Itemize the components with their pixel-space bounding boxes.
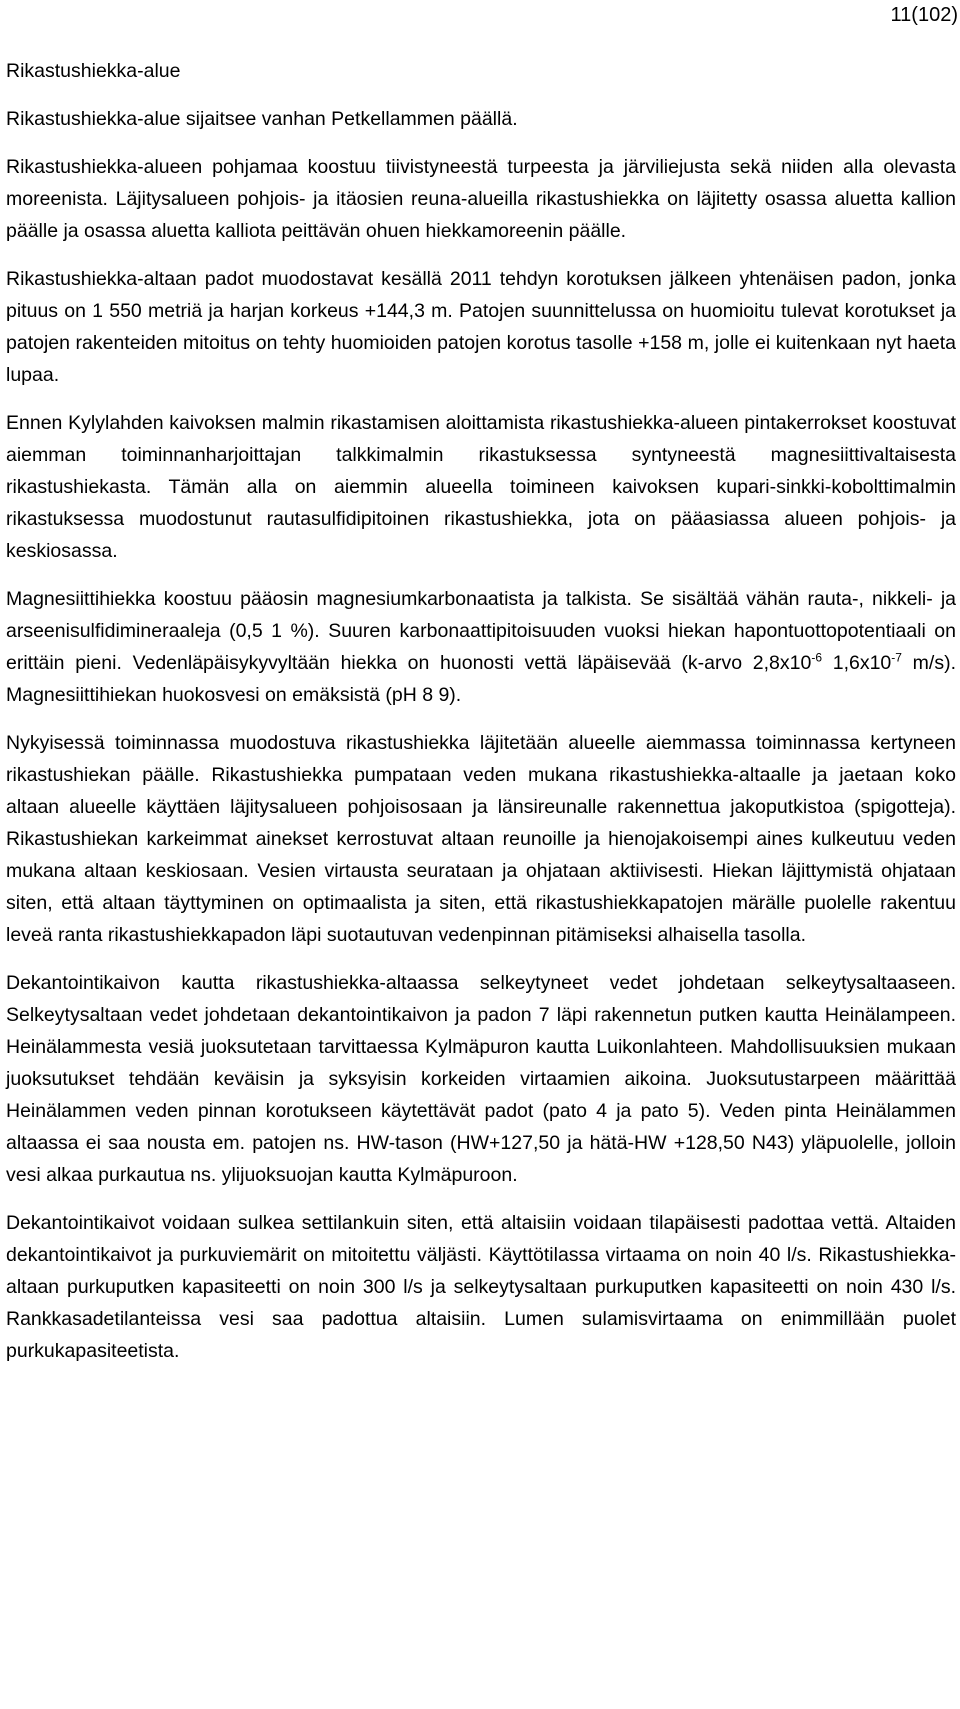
exponent-2: -7 (891, 650, 902, 665)
paragraph-tailings-history: Ennen Kylylahden kaivoksen malmin rikastamisen aloittamista rikastushiekka-alueen pintakerrokset koostuvat aiemman toiminnanharjoittajan talkkimalmin rikastuksessa syntyneestä magnesiittivaltaisesta rikastushiekasta. Tämän alla on aiemmin alueella toimineen kaivoksen kupari-sinkki-kobolttimalmin rikastuksessa muodostunut rautasulfidipitoinen rikastushiekka, jota on pääasiassa alueen pohjois- ja keskiosassa. (6, 412, 956, 562)
paragraph-dams: Rikastushiekka-altaan padot muodostavat kesällä 2011 tehdyn korotuksen jälkeen yhtenäisen padon, jonka pituus on 1 550 metriä ja harjan korkeus +144,3 m. Patojen suunnittelussa on huomioitu tulevat korotukset ja patojen rakenteiden mitoitus on tehty huomioiden patojen korotus tasolle +158 m, jolle ei kuitenkaan nyt haeta lupaa. (6, 268, 956, 386)
paragraph-subsoil: Rikastushiekka-alueen pohjamaa koostuu tiivistyneestä turpeesta ja järviliejusta sekä niiden alla olevasta moreenista. Läjitysalueen pohjois- ja itäosien reuna-alueilla rikastushiekka on läjitetty osassa aluetta kallion päälle ja osassa aluetta kalliota peittävän ohuen hiekkamoreenin päälle. (6, 156, 956, 242)
exponent-1: -6 (811, 650, 823, 665)
magnesite-text-end: m/s). Magnesiittihiekan huokosvesi on emäksistä (pH 8 9). (6, 652, 956, 706)
paragraph-current-operation: Nykyisessä toiminnassa muodostuva rikastushiekka läjitetään alueelle aiemmassa toiminnassa kertyneen rikastushiekan päälle. Rikastushiekka pumpataan veden mukana rikastushiekka-altaalle ja jaetaan koko altaan alueelle käyttäen läjitysalueen pohjoisosaan ja länsireunalle rakennettua jakoputkistoa (spigotteja). Rikastushiekan karkeimmat ainekset kerrostuvat altaan reunoille ja hienojakoisempi aines kulkeutuu veden mukana altaan keskiosaan. Vesien virtausta seurataan ja ohjataan aktiivisesti. Hiekan läjittymistä ohjataan siten, että altaan täyttyminen on optimaalista ja siten, että rikastushiekkapatojen märälle puolelle rakentuu leveä ranta rikastushiekkapadon läpi suotautuvan vedenpinnan pitämiseksi alhaisella tasolla. (6, 732, 956, 946)
paragraph-location: Rikastushiekka-alue sijaitsee vanhan Petkellammen päällä. (6, 108, 518, 130)
section-title: Rikastushiekka-alue (6, 60, 181, 82)
page-number: 11(102) (890, 4, 958, 26)
paragraph-capacity: Dekantointikaivot voidaan sulkea settilankuin siten, että altaisiin voidaan tilapäisesti padottaa vettä. Altaiden dekantointikaivot ja purkuviemärit on mitoitettu väljästi. Käyttötilassa virtaama on noin 40 l/s. Rikastushiekka-altaan purkuputken kapasiteetti on noin 300 l/s ja selkeytysaltaan purkuputken kapasiteetti on noin 430 l/s. Rankkasadetilanteissa vesi saa padottua altaisiin. Lumen sulamisvirtaama on enimmillään puolet purkukapasiteetista. (6, 1212, 956, 1362)
paragraph-magnesite (6, 583, 956, 711)
document-body (6, 55, 956, 1383)
magnesite-text-middle: 1,6x10 (822, 652, 892, 674)
paragraph-decant-well: Dekantointikaivon kautta rikastushiekka-altaassa selkeytyneet vedet johdetaan selkeytysaltaaseen. Selkeytysaltaan vedet johdetaan dekantointikaivon ja padon 7 läpi rakennetun putken kautta Heinälampeen. Heinälammesta vesiä juoksutetaan tarvittaessa Kylmäpuron kautta Luikonlahteen. Mahdollisuuksien mukaan juoksutukset tehdään keväisin ja syksyisin korkeiden virtaamien aikoina. Juoksutustarpeen määrittää Heinälammen veden pinnan korotukseen käytettävät padot (pato 4 ja pato 5). Veden pinta Heinälammen altaassa ei saa nousta em. patojen ns. HW-tason (HW+127,50 ja hätä-HW +128,50 N43) yläpuolelle, jolloin vesi alkaa purkautua ns. ylijuoksuojan kautta Kylmäpuroon. (6, 972, 956, 1186)
magnesite-text-start: Magnesiittihiekka koostuu pääosin magnesiumkarbonaatista ja talkista. Se sisältää vähän rauta-, nikkeli- ja arseenisulfidimineraaleja (0,5 1 %). Suuren karbonaattipitoisuuden vuoksi hiekan hapontuottopotentiaali on erittäin pieni. Vedenläpäisykyvyltään hiekka on huonosti vettä läpäisevää (k-arvo 2,8x10 (6, 588, 956, 674)
